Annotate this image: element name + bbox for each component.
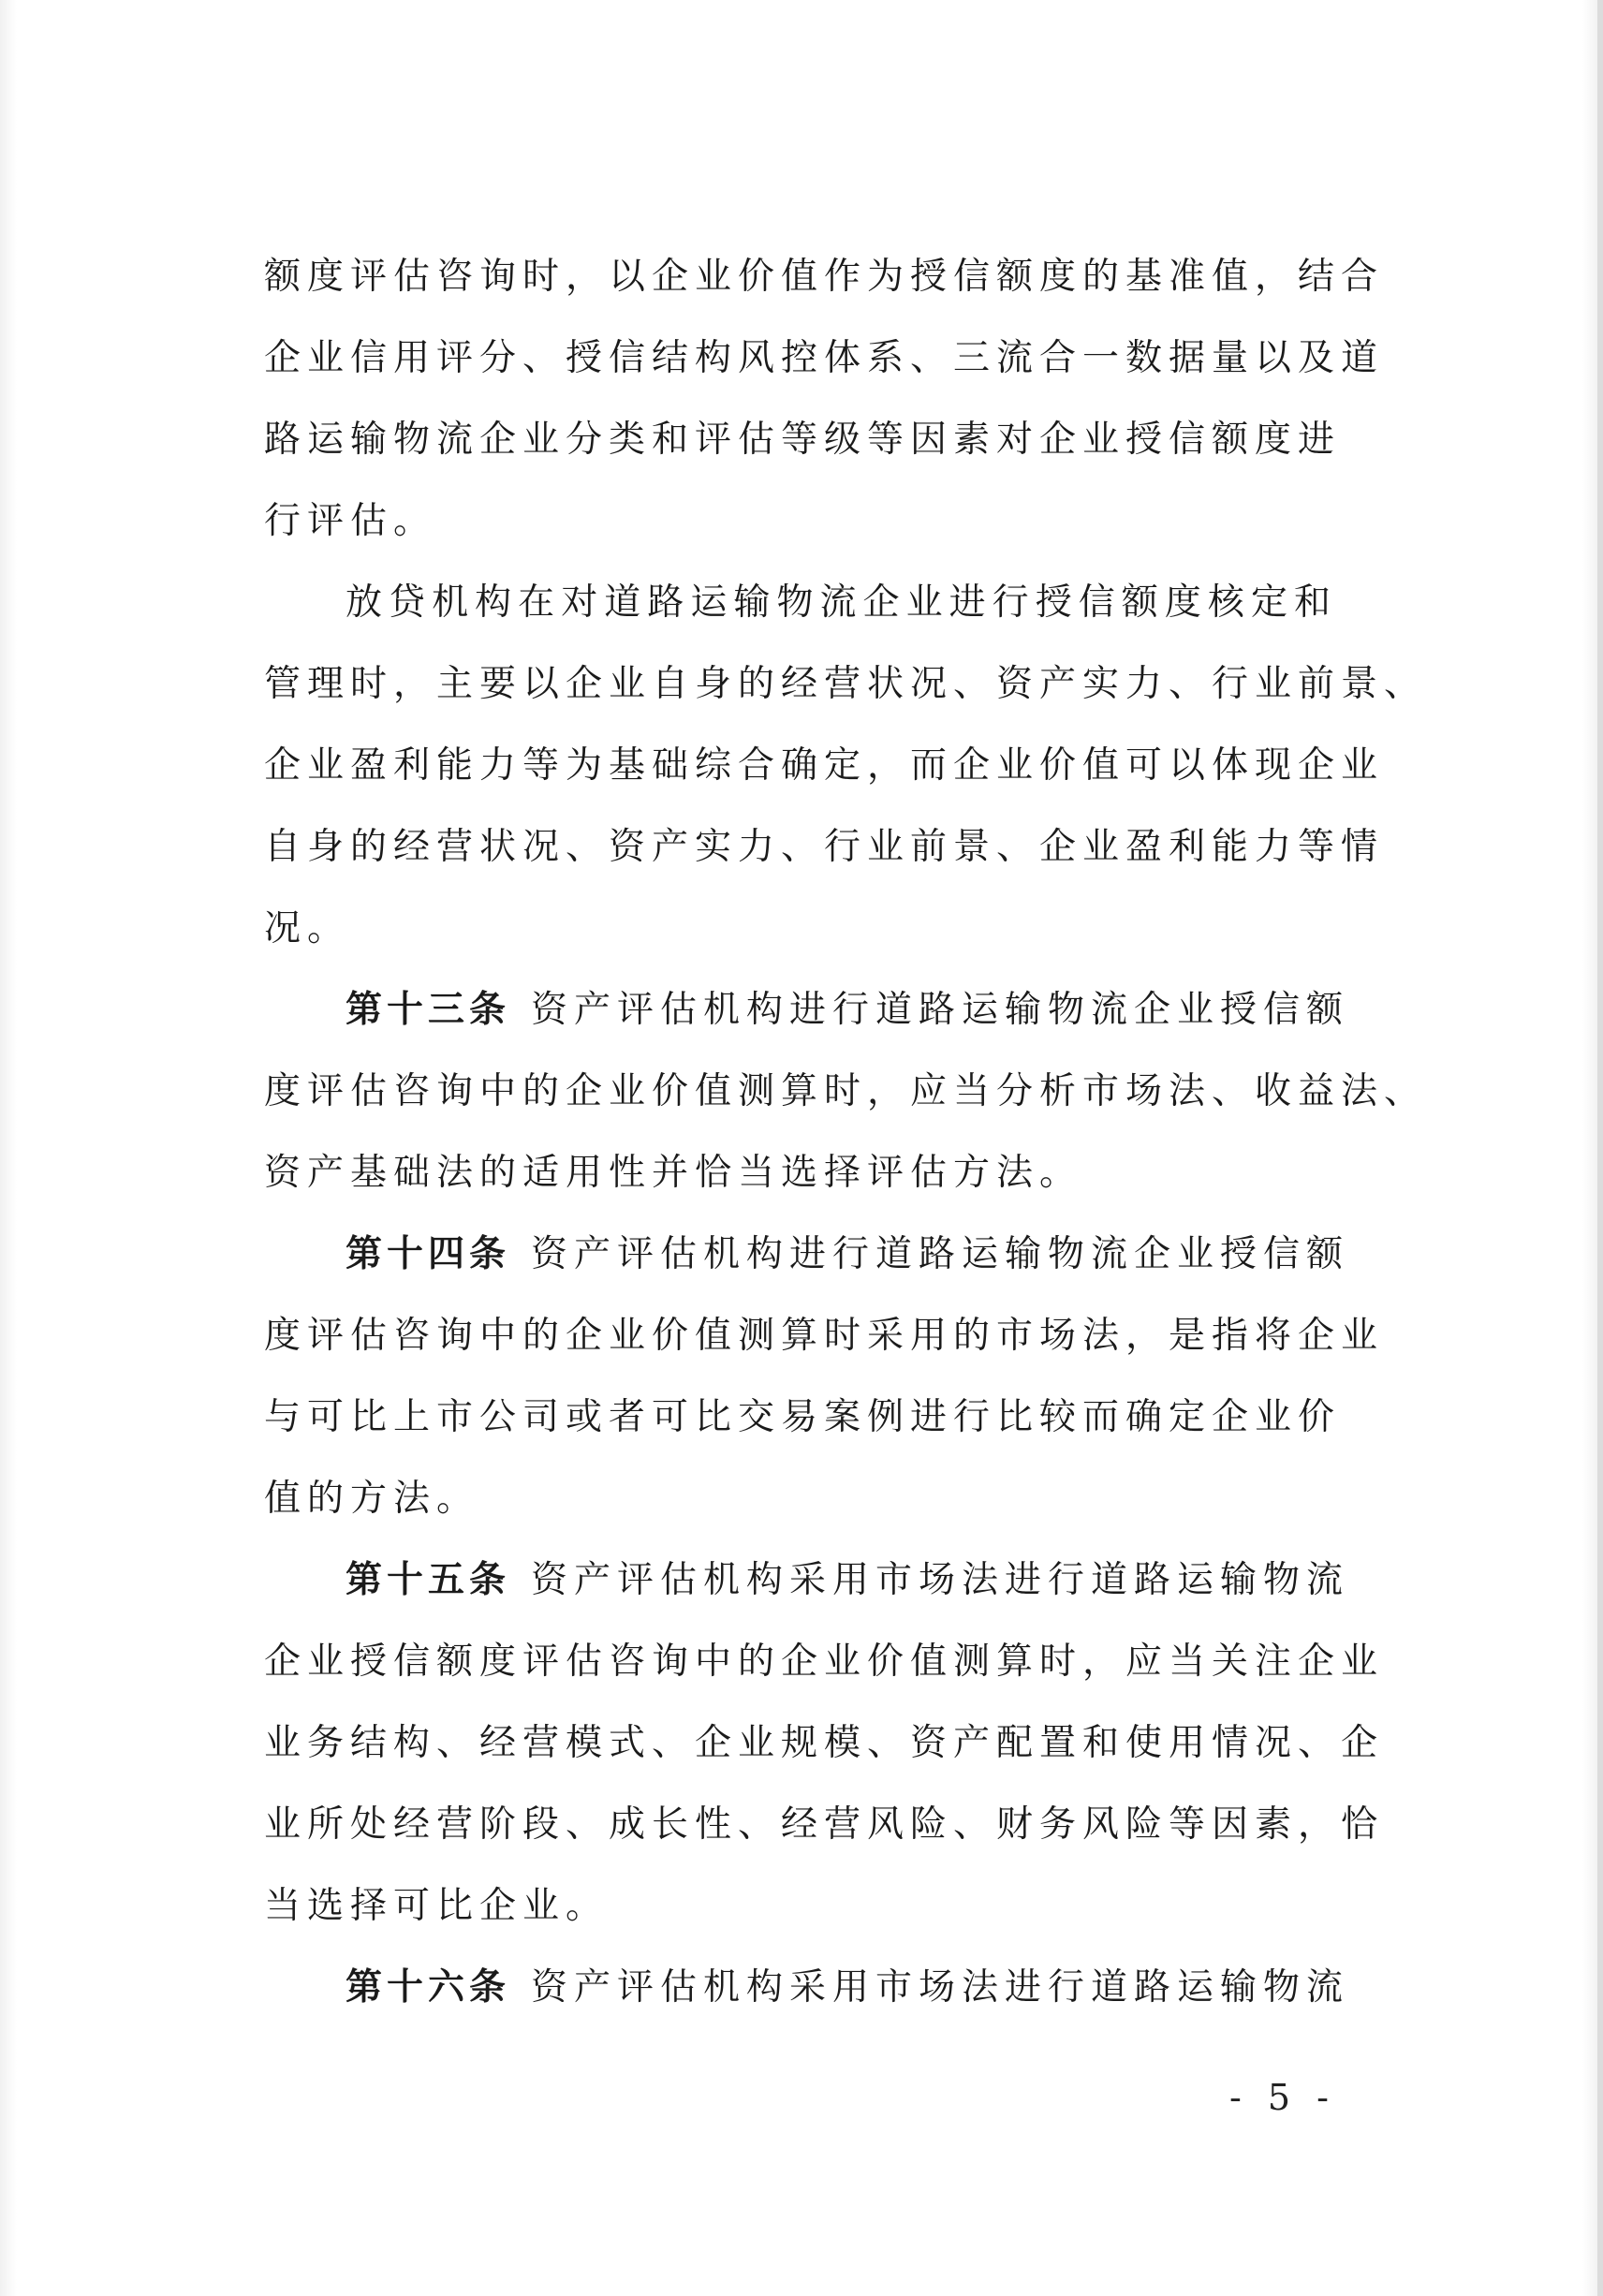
- text-run: 资产评估机构采用市场法进行道路运输物流: [531, 1966, 1350, 2009]
- text-line: 自身的经营状况、资产实力、行业前景、企业盈利能力等情: [264, 826, 1385, 868]
- page-number: - 5 -: [1228, 2077, 1336, 2118]
- text-line: 企业盈利能力等为基础综合确定，而企业价值可以体现企业: [264, 744, 1385, 787]
- article-14: [264, 1214, 1385, 1539]
- text-line: 与可比上市公司或者可比交易案例进行比较而确定企业价: [264, 1396, 1342, 1438]
- text-line: 况。: [264, 907, 351, 949]
- text-line: 业务结构、经营模式、企业规模、资产配置和使用情况、企: [264, 1722, 1385, 1764]
- article-16: [264, 1947, 1350, 2028]
- paragraph: [264, 562, 1428, 969]
- article-label: 第十四条: [346, 1233, 511, 1275]
- article-first-line: [264, 1214, 1350, 1295]
- text-run: 资产评估机构进行道路运输物流企业授信额: [531, 989, 1350, 1031]
- article-label: 第十六条: [346, 1966, 511, 2009]
- document-body: [264, 236, 1428, 2028]
- text-line: 额度评估咨询时，以企业价值作为授信额度的基准值，结合: [264, 256, 1385, 298]
- text-line: 资产基础法的适用性并恰当选择评估方法。: [264, 1152, 1083, 1194]
- text-line: 路运输物流企业分类和评估等级等因素对企业授信额度进: [264, 419, 1342, 461]
- text-run: 资产评估机构采用市场法进行道路运输物流: [531, 1559, 1350, 1601]
- article-13: [264, 969, 1428, 1214]
- text-line: 管理时，主要以企业自身的经营状况、资产实力、行业前景、: [264, 663, 1428, 705]
- article-label: 第十三条: [346, 989, 511, 1031]
- article-15: [264, 1539, 1385, 1947]
- scan-edge-shadow: [1597, 0, 1603, 2296]
- text-line: 企业信用评分、授信结构风控体系、三流合一数据量以及道: [264, 337, 1385, 379]
- article-first-line: [264, 1539, 1350, 1621]
- text-line: 业所处经营阶段、成长性、经营风险、财务风险等因素，恰: [264, 1803, 1385, 1846]
- text-line: 放贷机构在对道路运输物流企业进行授信额度核定和: [346, 581, 1337, 624]
- text-line: 值的方法。: [264, 1478, 480, 1520]
- text-line: 度评估咨询中的企业价值测算时采用的市场法，是指将企业: [264, 1315, 1385, 1357]
- text-line: 当选择可比企业。: [264, 1885, 610, 1927]
- article-label: 第十五条: [346, 1559, 511, 1601]
- article-first-line: [264, 969, 1350, 1051]
- paragraph: [264, 236, 1385, 562]
- text-line: 企业授信额度评估咨询中的企业价值测算时，应当关注企业: [264, 1641, 1385, 1683]
- text-run: 资产评估机构进行道路运输物流企业授信额: [531, 1233, 1350, 1275]
- text-line: 行评估。: [264, 500, 437, 542]
- text-line: 度评估咨询中的企业价值测算时，应当分析市场法、收益法、: [264, 1070, 1428, 1112]
- article-first-line: [264, 1947, 1350, 2028]
